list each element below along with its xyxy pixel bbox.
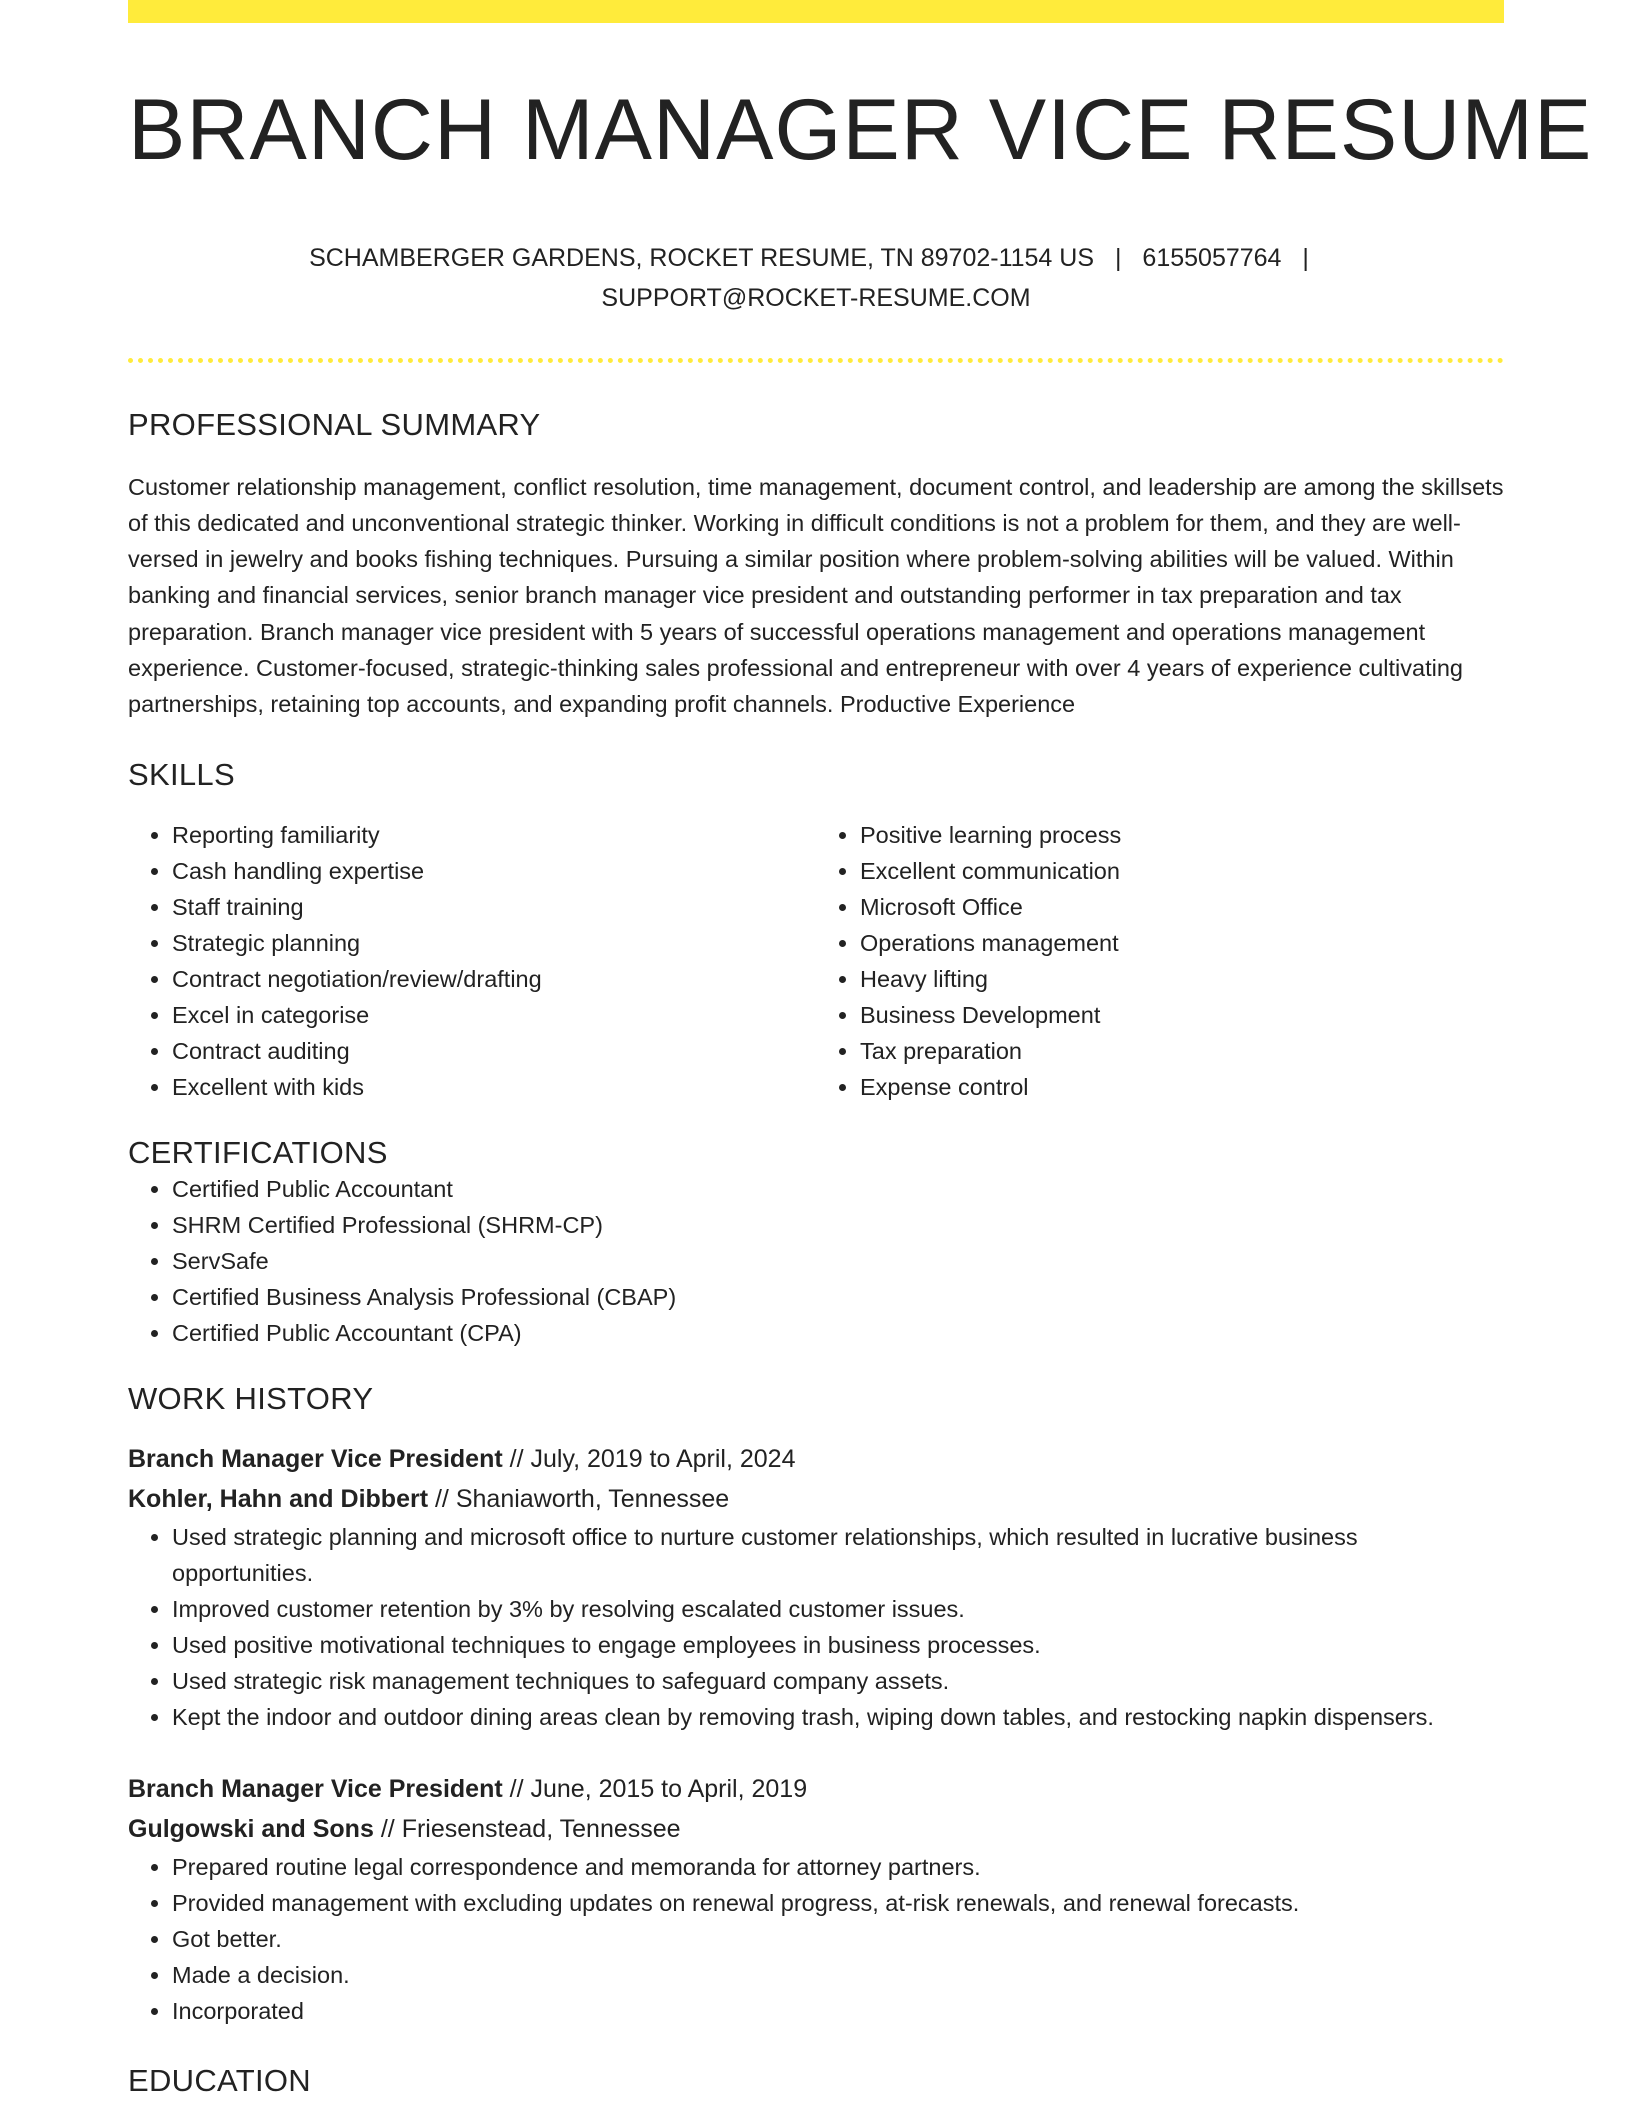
education-heading: EDUCATION <box>128 2062 311 2098</box>
certification-item: • Certified Public Accountant (CPA) <box>172 1315 1504 1351</box>
job-bullet: • Used strategic risk management techniques to safeguard company assets. <box>172 1663 1504 1699</box>
job-role: Branch Manager Vice President <box>128 1774 503 1803</box>
skill-item: • Excel in categorise <box>172 997 816 1033</box>
job-company: Gulgowski and Sons <box>128 1814 374 1843</box>
job-bullet: • Got better. <box>172 1921 1504 1957</box>
skills-columns <box>128 817 1504 1105</box>
date-separator: // <box>434 1484 449 1513</box>
certification-item: • Certified Public Accountant <box>172 1171 1504 1207</box>
summary-text: Customer relationship management, conflict resolution, time management, document control, and leadership are among the skillsets of this dedicated and unconventional strategic thinker. Working in difficult conditions is not a problem for them, and they are well-versed in jewelry and books fishing techniques. Pursuing a similar position where problem-solving abilities will be valued. Within banking and financial services, senior branch manager vice president and outstanding performer in tax preparation and tax preparation. Branch manager vice president with 5 years of successful operations management and operations management experience. Customer-focused, strategic-thinking sales professional and entrepreneur with over 4 years of experience cultivating partnerships, retaining top accounts, and expanding profit channels. Productive Experience <box>128 473 1504 718</box>
job-dates: July, 2019 to April, 2024 <box>530 1444 796 1473</box>
skill-item: • Business Development <box>860 997 1504 1033</box>
contact-separator: | <box>1302 243 1309 272</box>
job-header <box>128 1769 1504 1849</box>
job-bullet: • Kept the indoor and outdoor dining areas clean by removing trash, wiping down tables, and restocking napkin dispensers. <box>172 1699 1504 1735</box>
job-bullet: • Prepared routine legal correspondence and memoranda for attorney partners. <box>172 1849 1504 1885</box>
skill-item: • Reporting familiarity <box>172 817 816 853</box>
contact-separator: | <box>1114 243 1122 272</box>
skill-item: • Excellent communication <box>860 853 1504 889</box>
skills-heading: SKILLS <box>128 756 235 792</box>
resume-title: BRANCH MANAGER VICE RESUME <box>128 82 1593 178</box>
skill-item: • Contract negotiation/review/drafting <box>172 961 816 997</box>
job-bullet: • Incorporated <box>172 1993 1504 2029</box>
date-separator: // <box>509 1774 524 1803</box>
job-bullet: • Used strategic planning and microsoft office to nurture customer relationships, which resulted in lucrative business opportunities. <box>172 1519 1504 1591</box>
summary-heading: PROFESSIONAL SUMMARY <box>128 406 541 442</box>
certification-item: • Certified Business Analysis Professional (CBAP) <box>172 1279 1504 1315</box>
skill-item: • Cash handling expertise <box>172 853 816 889</box>
certifications-list <box>128 1171 1504 1351</box>
skill-item: • Operations management <box>860 925 1504 961</box>
date-separator: // <box>509 1444 524 1473</box>
skill-item: • Positive learning process <box>860 817 1504 853</box>
skills-left-list <box>128 817 816 1105</box>
skill-item: • Excellent with kids <box>172 1069 816 1105</box>
contact-line <box>128 238 1504 318</box>
resume-page <box>128 0 1593 2099</box>
certification-item: • SHRM Certified Professional (SHRM-CP) <box>172 1207 1504 1243</box>
skills-right-list <box>816 817 1504 1105</box>
email: SUPPORT@ROCKET-RESUME.COM <box>601 283 1031 312</box>
job-location: Shaniaworth, Tennessee <box>455 1484 730 1513</box>
job-bullet: • Used positive motivational techniques to engage employees in business processes. <box>172 1627 1504 1663</box>
job-bullet: • Provided management with excluding updates on renewal progress, at-risk renewals, and renewal forecasts. <box>172 1885 1504 1921</box>
job-bullets <box>128 1849 1504 2029</box>
job-location: Friesenstead, Tennessee <box>401 1814 681 1843</box>
top-accent-bar <box>128 0 1504 23</box>
skill-item: • Staff training <box>172 889 816 925</box>
certification-item: • ServSafe <box>172 1243 1504 1279</box>
job-bullet: • Made a decision. <box>172 1957 1504 1993</box>
skill-item: • Expense control <box>860 1069 1504 1105</box>
job-dates: June, 2015 to April, 2019 <box>530 1774 808 1803</box>
address: SCHAMBERGER GARDENS, ROCKET RESUME, TN 89702-1154 US <box>309 243 1095 272</box>
phone: 6155057764 <box>1142 243 1282 272</box>
certifications-heading: CERTIFICATIONS <box>128 1134 388 1170</box>
job-company: Kohler, Hahn and Dibbert <box>128 1484 429 1513</box>
work-history-heading: WORK HISTORY <box>128 1380 374 1416</box>
date-separator: // <box>380 1814 395 1843</box>
job-header <box>128 1439 1504 1519</box>
skill-item: • Microsoft Office <box>860 889 1504 925</box>
job-role: Branch Manager Vice President <box>128 1444 503 1473</box>
job-entry <box>128 1769 1504 2029</box>
job-bullet: • Improved customer retention by 3% by resolving escalated customer issues. <box>172 1591 1504 1627</box>
skill-item: • Strategic planning <box>172 925 816 961</box>
dotted-divider <box>128 358 1504 363</box>
skill-item: • Heavy lifting <box>860 961 1504 997</box>
skill-item: • Contract auditing <box>172 1033 816 1069</box>
skill-item: • Tax preparation <box>860 1033 1504 1069</box>
job-entry <box>128 1439 1504 1735</box>
job-bullets <box>128 1519 1504 1735</box>
